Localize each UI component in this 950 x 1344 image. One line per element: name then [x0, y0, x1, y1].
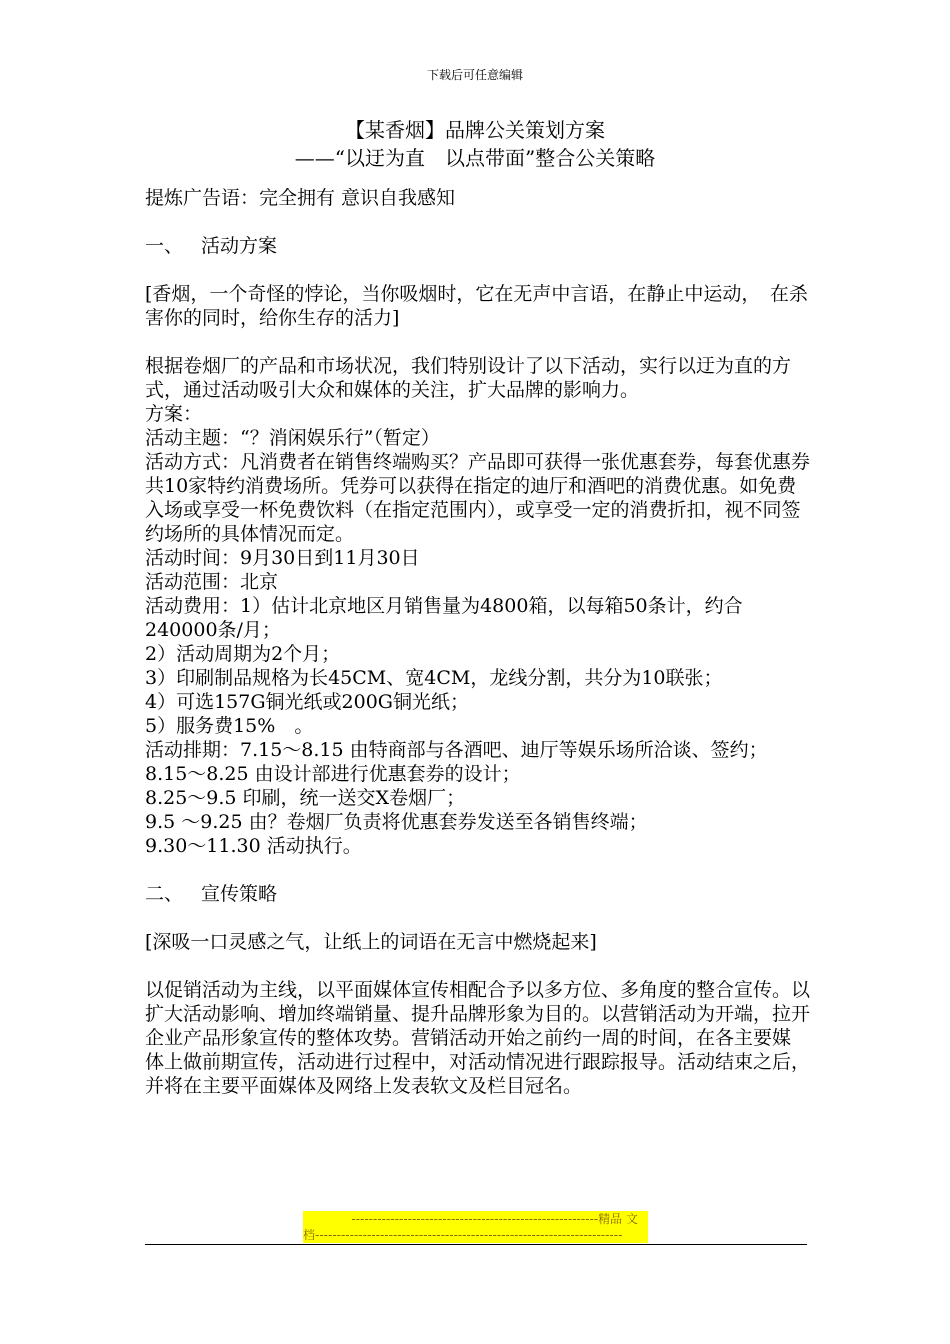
section-heading-1 — [145, 234, 810, 258]
footer-divider — [145, 1244, 807, 1245]
body-line: 8.25～9.5 印刷，统一送交X卷烟厂； — [145, 787, 466, 809]
footer-banner-line: ---------------------------------------------------------精品 文 — [303, 1211, 648, 1227]
slogan: 提炼广告语：完全拥有 意识自我感知 — [145, 187, 456, 209]
body-line: 3）印刷制品规格为长45CM、宽4CM，龙线分割，共分为10联张； — [145, 667, 723, 689]
body-line: 活动排期：7.15～8.15 由特商部与各酒吧、迪厅等娱乐场所洽谈、签约； — [145, 739, 768, 761]
body-line: 活动费用：1）估计北京地区月销售量为4800箱，以每箱50条计，约合240000条/月； — [145, 595, 743, 641]
header-note: 下载后可任意编辑 — [426, 68, 523, 82]
document-title: 【某香烟】品牌公关策划方案 — [345, 118, 605, 142]
section-number: 二、 — [145, 883, 184, 905]
title-block — [0, 116, 950, 172]
section1-intro: 根据卷烟厂的产品和市场状况，我们特别设计了以下活动，实行以迂为直的方式，通过活动吸引大众和媒体的关注，扩大品牌的影响力。 — [145, 355, 792, 401]
body-line: 活动主题：“？消闲娱乐行”（暂定） — [145, 427, 440, 449]
section-title: 活动方案 — [201, 235, 278, 257]
footer-banner — [303, 1211, 648, 1243]
body-line: 活动范围：北京 — [145, 571, 279, 593]
document-body — [145, 186, 810, 1098]
section-title: 宣传策略 — [201, 883, 278, 905]
body-line: 8.15～8.25 由设计部进行优惠套券的设计； — [145, 763, 521, 785]
body-line: 4）可选157G铜光纸或200G铜光纸； — [145, 691, 469, 713]
body-line: 9.30～11.30 活动执行。 — [145, 835, 362, 857]
body-line: 以促销活动为主线，以平面媒体宣传相配合予以多方位、多角度的整合宣传。以扩大活动影响、增加终端销量、提升品牌形象为目的。以营销活动为开端，拉开企业产品形象宣传的整体攻势。营销活动开始之前约一周的时间，在各主要媒 — [145, 979, 811, 1049]
section-number: 一、 — [145, 235, 184, 257]
section2-quote: [深吸一口灵感之气，让纸上的词语在无言中燃烧起来] — [145, 931, 597, 953]
footer-banner-line: 档----------------------------------------------------------------------- — [303, 1227, 648, 1243]
body-line: 2）活动周期为2个月； — [145, 643, 341, 665]
body-line: 9.5 ～9.25 由？卷烟厂负责将优惠套券发送至各销售终端； — [145, 811, 648, 833]
body-line: 5）服务费15% 。 — [145, 715, 314, 737]
section1-quote: [香烟，一个奇怪的悖论，当你吸烟时，它在无声中言语，在静止中运动， 在杀害你的同时，给你生存的活力] — [145, 283, 808, 329]
body-line: 体上做前期宣传，活动进行过程中，对活动情况进行跟踪报导。活动结束之后，并将在主要平面媒体及网络上发表软文及栏目冠名。 — [145, 1051, 811, 1097]
section-heading-2 — [145, 882, 810, 906]
body-line: 方案： — [145, 403, 203, 425]
body-line: 活动方式：凡消费者在销售终端购买？产品即可获得一张优惠套券，每套优惠券共10家特约消费场所。凭券可以获得在指定的迪厅和酒吧的消费优惠。如免费入场或享受一杯免费饮料（在指定范围内），或享受一定的消费折扣，视不同签约场所的具体情况而定。 — [145, 451, 811, 545]
document-subtitle: ——“以迂为直 以点带面”整合公关策略 — [294, 146, 656, 170]
body-line: 活动时间：9月30日到11月30日 — [145, 547, 420, 569]
